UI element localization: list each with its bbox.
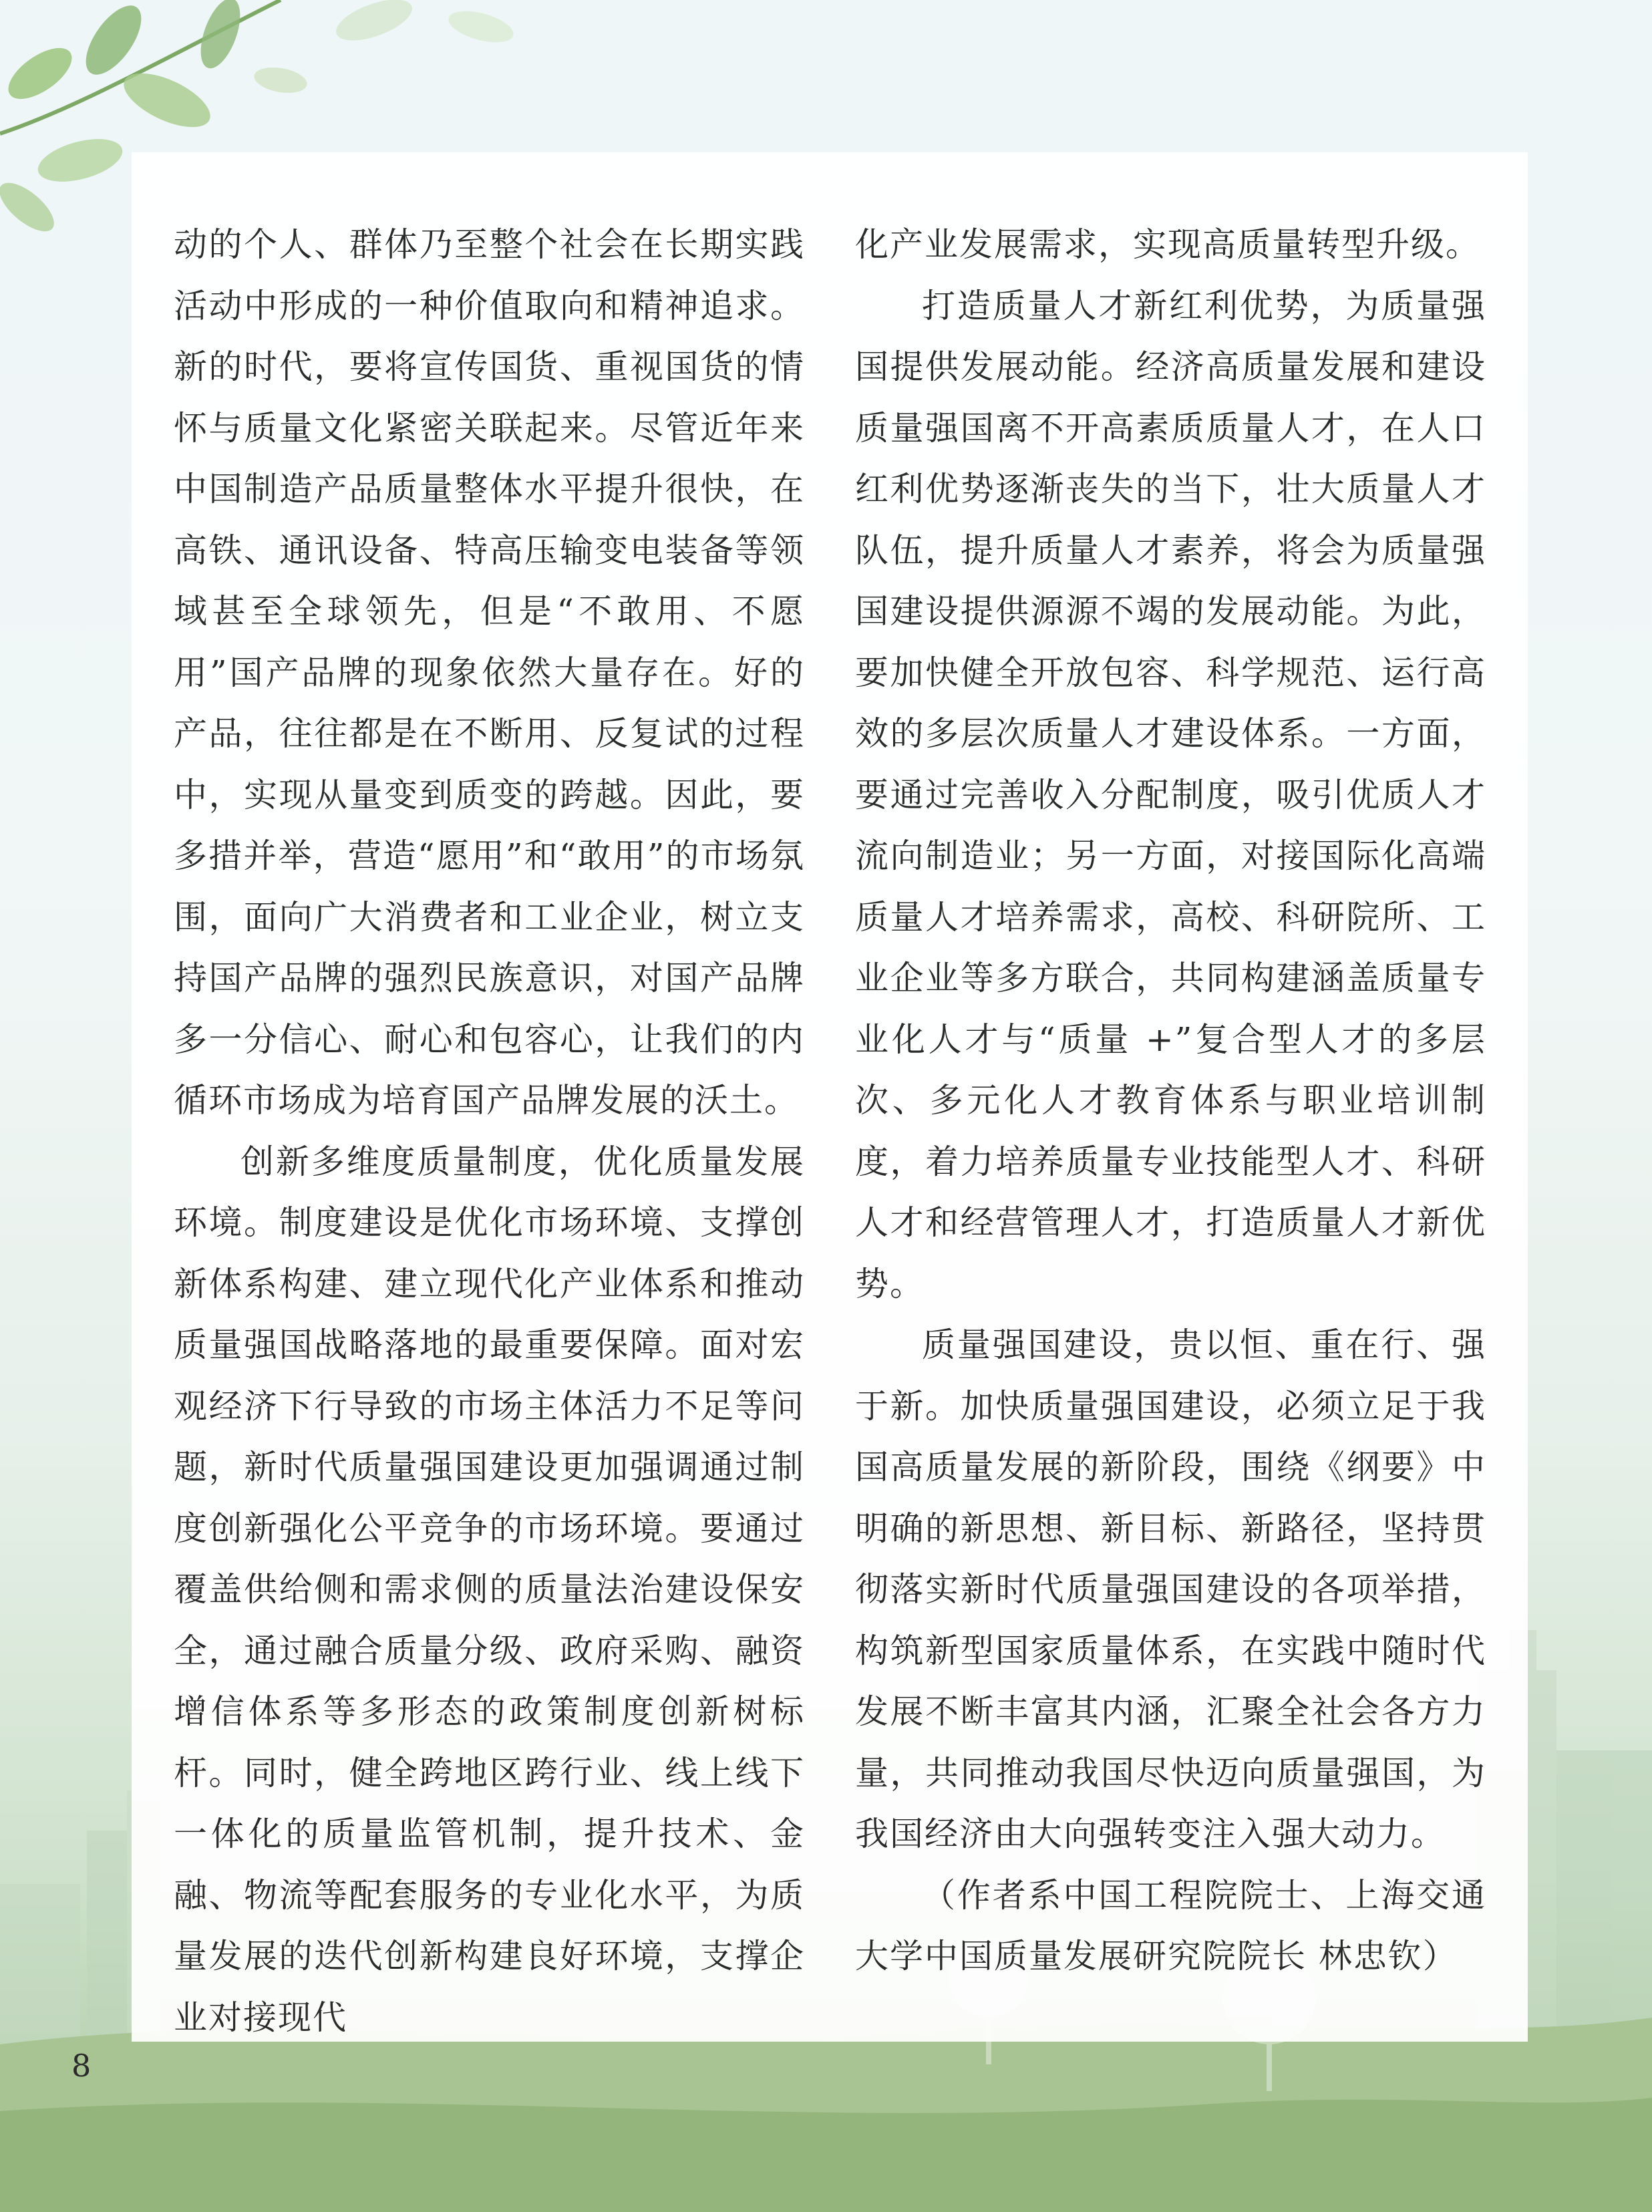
- paragraph: 动的个人、群体乃至整个社会在长期实践活动中形成的一种价值取向和精神追求。新的时代，要将宣传国货、重视国货的情怀与质量文化紧密关联起来。尽管近年来中国制造产品质量整体水平提升很快，在高铁、通讯设备、特高压输变电装备等领域甚至全球领先，但是“不敢用、不愿用”国产品牌的现象依然大量存在。好的产品，往往都是在不断用、反复试的过程中，实现从量变到质变的跨越。因此，要多措并举，营造“愿用”和“敢用”的市场氛围，面向广大消费者和工业企业，树立支持国产品牌的强烈民族意识，对国产品牌多一分信心、耐心和包容心，让我们的内循环市场成为培育国产品牌发展的沃土。: [174, 225, 805, 1120]
- article-left-column: [174, 214, 805, 2048]
- page-number: 8: [71, 2048, 92, 2084]
- ground-hills-front: [0, 2098, 1652, 2212]
- paragraph: 化产业发展需求，实现高质量转型升级。: [855, 225, 1480, 264]
- article-right-column: [855, 214, 1486, 1988]
- paragraph: 创新多维度质量制度，优化质量发展环境。制度建设是优化市场环境、支撑创新体系构建、建立现代化产业体系和推动质量强国战略落地的最重要保障。面对宏观经济下行导致的市场主体活力不足等问题，新时代质量强国建设更加强调通过制度创新强化公平竞争的市场环境。要通过覆盖供给侧和需求侧的质量法治建设保安全，通过融合质量分级、政府采购、融资增信体系等多形态的政策制度创新树标杆。同时，健全跨地区跨行业、线上线下一体化的质量监管机制，提升技术、金融、物流等配套服务的专业化水平，为质量发展的迭代创新构建良好环境，支撑企业对接现代: [174, 1142, 805, 2037]
- author-note: （作者系中国工程院院士、上海交通大学中国质量发展研究院院长 林忠钦）: [855, 1875, 1486, 1976]
- paragraph: 打造质量人才新红利优势，为质量强国提供发展动能。经济高质量发展和建设质量强国离不开高素质质量人才，在人口红利优势逐渐丧失的当下，壮大质量人才队伍，提升质量人才素养，将会为质量强国建设提供源源不竭的发展动能。为此，要加快健全开放包容、科学规范、运行高效的多层次质量人才建设体系。一方面，要通过完善收入分配制度，吸引优质人才流向制造业；另一方面，对接国际化高端质量人才培养需求，高校、科研院所、工业企业等多方联合，共同构建涵盖质量专业化人才与“质量 +”复合型人才的多层次、多元化人才教育体系与职业培训制度，着力培养质量专业技能型人才、科研人才和经营管理人才，打造质量人才新优势。: [855, 286, 1486, 1303]
- article-panel: [132, 152, 1528, 2042]
- paragraph: 质量强国建设，贵以恒、重在行、强于新。加快质量强国建设，必须立足于我国高质量发展的新阶段，围绕《纲要》中明确的新思想、新目标、新路径，坚持贯彻落实新时代质量强国建设的各项举措，构筑新型国家质量体系，在实践中随时代发展不断丰富其内涵，汇聚全社会各方力量，共同推动我国尽快迈向质量强国，为我国经济由大向强转变注入强大动力。: [855, 1325, 1486, 1853]
